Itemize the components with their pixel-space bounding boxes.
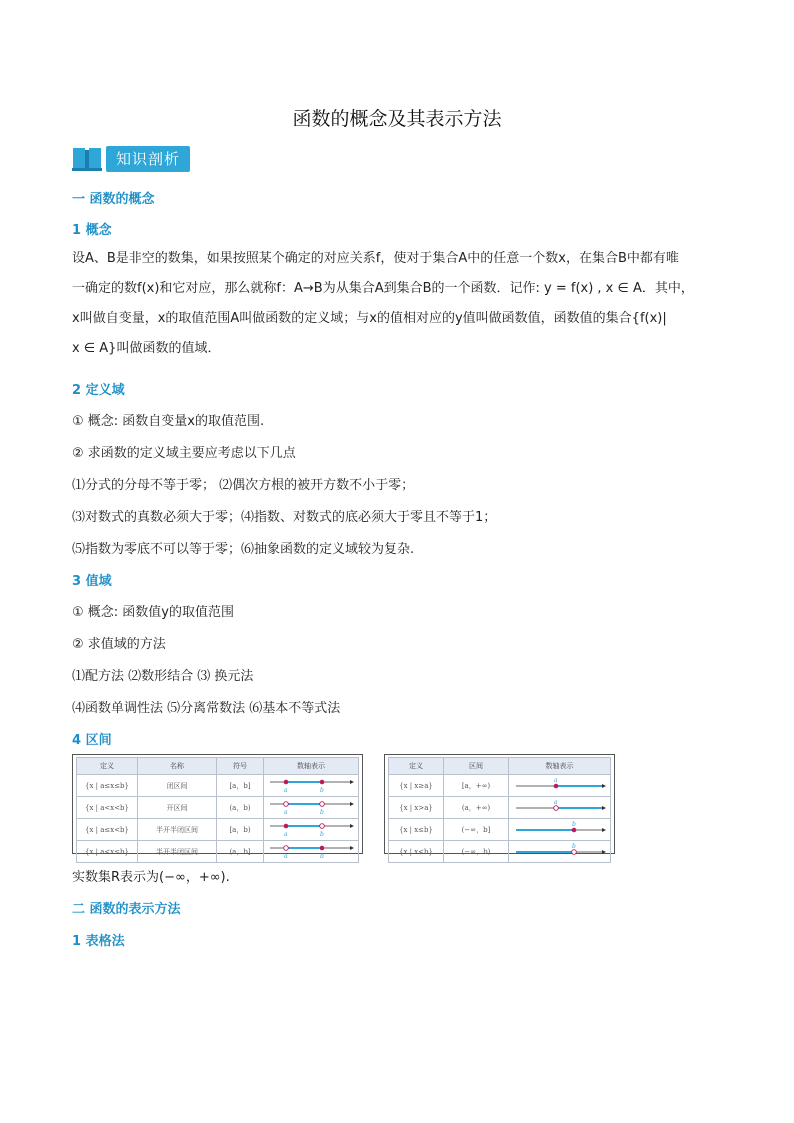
axis-label-b: b bbox=[320, 808, 324, 816]
table-cell: {x | x<b} bbox=[389, 841, 444, 863]
section-banner bbox=[72, 144, 190, 174]
axis-label-b: b bbox=[320, 786, 324, 794]
number-line-ray-left-open bbox=[512, 842, 608, 860]
table-row bbox=[77, 797, 359, 819]
table-row bbox=[389, 819, 611, 841]
paragraph-line: 设A、B是非空的数集，如果按照某个确定的对应关系f，使对于集合A中的任意一个数x，在集合B中都有唯 bbox=[72, 251, 679, 266]
section-heading: 一 函数的概念 bbox=[72, 192, 155, 207]
number-line-cell bbox=[264, 775, 359, 797]
table-header: 数轴表示 bbox=[509, 758, 611, 775]
table-header: 名称 bbox=[138, 758, 217, 775]
table-cell: (a，+∞) bbox=[444, 797, 509, 819]
table-cell: 开区间 bbox=[138, 797, 217, 819]
axis-label-a: a bbox=[553, 798, 558, 806]
table-row bbox=[389, 775, 611, 797]
table-cell: {x | a<x≤b} bbox=[77, 841, 138, 863]
number-line-cell bbox=[264, 819, 359, 841]
table-header: 区间 bbox=[444, 758, 509, 775]
table-header: 定义 bbox=[77, 758, 138, 775]
text-line: ⑶对数式的真数必须大于零；⑷指数、对数式的底必须大于零且不等于1； bbox=[72, 510, 497, 525]
table-cell: {x | x≤b} bbox=[389, 819, 444, 841]
number-line-cell bbox=[509, 797, 611, 819]
table-header: 数轴表示 bbox=[264, 758, 359, 775]
table-row bbox=[77, 841, 359, 863]
subheading: 4 区间 bbox=[72, 733, 112, 748]
number-line-cell bbox=[264, 797, 359, 819]
text-line: ① 概念: 函数自变量x的取值范围. bbox=[72, 414, 265, 429]
interval-table-infinite bbox=[388, 757, 611, 863]
section-heading: 二 函数的表示方法 bbox=[72, 902, 181, 917]
number-line-cell bbox=[509, 775, 611, 797]
text-line: ⑷函数单调性法 ⑸分离常数法 ⑹基本不等式法 bbox=[72, 701, 341, 716]
text-line: ⑸指数为零底不可以等于零；⑹抽象函数的定义域较为复杂. bbox=[72, 542, 415, 557]
text-line: 实数集R表示为(−∞，+∞). bbox=[72, 870, 230, 885]
definition-paragraph bbox=[72, 244, 724, 364]
axis-label-a: a bbox=[284, 808, 288, 816]
table-cell: (−∞，b) bbox=[444, 841, 509, 863]
book-icon bbox=[72, 146, 102, 172]
table-cell: (a，b] bbox=[217, 841, 264, 863]
table-header: 符号 bbox=[217, 758, 264, 775]
paragraph-line: x叫做自变量，x的取值范围A叫做函数的定义域；与x的值相对应的y值叫做函数值，函数值的集合{f(x)| bbox=[72, 311, 667, 326]
text-line: ② 求函数的定义域主要应考虑以下几点 bbox=[72, 446, 296, 461]
text-line: ⑴分式的分母不等于零； ⑵偶次方根的被开方数不小于零； bbox=[72, 478, 415, 493]
number-line-ray-right-open bbox=[512, 798, 608, 816]
table-cell: {x | a≤x<b} bbox=[77, 819, 138, 841]
page-title: 函数的概念及其表示方法 bbox=[292, 108, 502, 130]
number-line-half-open bbox=[266, 820, 356, 838]
text-line: ② 求值域的方法 bbox=[72, 637, 166, 652]
number-line-ray-right-closed bbox=[512, 776, 608, 794]
axis-label-b: b bbox=[571, 820, 576, 828]
axis-label-a: a bbox=[284, 786, 288, 794]
axis-label-a: a bbox=[284, 852, 288, 860]
table-row bbox=[77, 819, 359, 841]
text-line: ① 概念: 函数值y的取值范围 bbox=[72, 605, 234, 620]
paragraph-line: 一确定的数f(x)和它对应，那么就称f：A→B为从集合A到集合B的一个函数．记作: y = f(x) , x ∈ A．其中， bbox=[72, 281, 694, 296]
subheading: 2 定义域 bbox=[72, 383, 125, 398]
table-header: 定义 bbox=[389, 758, 444, 775]
text-line: ⑴配方法 ⑵数形结合 ⑶ 换元法 bbox=[72, 669, 254, 684]
table-cell: [a，b] bbox=[217, 775, 264, 797]
table-cell: 半开半闭区间 bbox=[138, 841, 217, 863]
table-cell: {x | a≤x≤b} bbox=[77, 775, 138, 797]
banner-label: 知识剖析 bbox=[106, 146, 190, 172]
axis-label-a: a bbox=[553, 776, 558, 784]
number-line-open bbox=[266, 798, 356, 816]
paragraph-line: x ∈ A}叫做函数的值域． bbox=[72, 341, 221, 356]
number-line-closed bbox=[266, 776, 356, 794]
table-cell: {x | x>a} bbox=[389, 797, 444, 819]
subheading: 1 表格法 bbox=[72, 934, 125, 949]
table-row bbox=[77, 775, 359, 797]
table-cell: (−∞，b] bbox=[444, 819, 509, 841]
axis-label-b: b bbox=[320, 830, 324, 838]
table-cell: [a，b) bbox=[217, 819, 264, 841]
number-line-cell bbox=[264, 841, 359, 863]
table-cell: 闭区间 bbox=[138, 775, 217, 797]
number-line-half-open bbox=[266, 842, 356, 860]
table-row bbox=[389, 841, 611, 863]
subheading: 3 值域 bbox=[72, 574, 112, 589]
table-cell: {x | a<x<b} bbox=[77, 797, 138, 819]
number-line-ray-left-closed bbox=[512, 820, 608, 838]
axis-label-b: b bbox=[320, 852, 324, 860]
number-line-cell bbox=[509, 841, 611, 863]
axis-label-b: b bbox=[571, 842, 576, 850]
table-cell: (a，b) bbox=[217, 797, 264, 819]
subheading: 1 概念 bbox=[72, 223, 112, 238]
interval-table-finite bbox=[76, 757, 359, 863]
axis-label-a: a bbox=[284, 830, 288, 838]
table-cell: 半开半闭区间 bbox=[138, 819, 217, 841]
table-row bbox=[389, 797, 611, 819]
number-line-cell bbox=[509, 819, 611, 841]
table-cell: [a，+∞) bbox=[444, 775, 509, 797]
table-cell: {x | x≥a} bbox=[389, 775, 444, 797]
